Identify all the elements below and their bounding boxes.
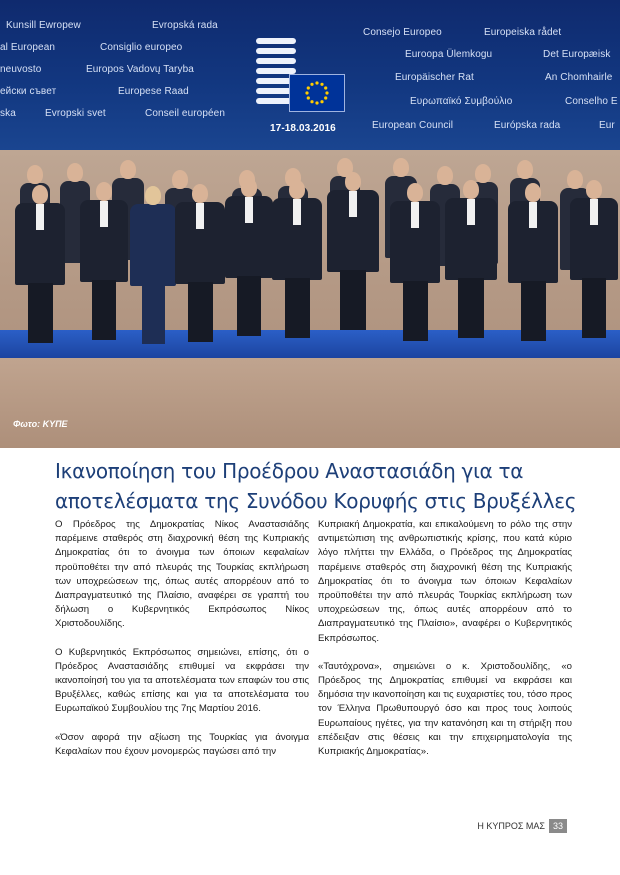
leader-figure: [15, 185, 65, 360]
magazine-name: Η ΚΥΠΡΟΣ ΜΑΣ: [477, 821, 545, 831]
backdrop-text: Consiglio europeo: [100, 42, 183, 53]
backdrop-text: European Council: [372, 120, 454, 131]
backdrop-text: Europäischer Rat: [395, 72, 474, 83]
backdrop-text: neuvosto: [0, 64, 42, 75]
backdrop-text: Det Europæisk: [543, 49, 611, 60]
article-paragraph: «Όσον αφορά την αξίωση της Τουρκίας για άνοιγμα Κεφαλαίων που έχουν μονομερώς παγώσει από την: [55, 731, 309, 757]
page-number: 33: [549, 819, 567, 833]
backdrop-text: Eur: [599, 120, 615, 131]
backdrop-text: ska: [0, 108, 16, 119]
backdrop-text: An Chomhairle: [545, 72, 613, 83]
article-column-left: [55, 518, 309, 773]
article-paragraph: «Ταυτόχρονα», σημειώνει ο κ. Χριστοδουλίδης, «ο Πρόεδρος της Δημοκρατίας επιθυμεί να εκφράσει και δημόσια την ικανοποίηση και τις ευχαριστίες του, τόσο προς τον Έλληνα Πρωθυπουργό όσο και προς τους λοιπούς Ευρωπαίους ηγέτες, για την κατανόηση και τη στήριξη που επέδειξαν στις θέσεις και την επιχειρηματολογία της Κυπριακής Δημοκρατίας».: [318, 660, 572, 758]
summit-backdrop: [0, 0, 620, 150]
leader-figure: [130, 186, 176, 361]
backdrop-text: Europese Raad: [118, 86, 189, 97]
backdrop-text: Európska rada: [494, 120, 561, 131]
leader-figure: [272, 180, 322, 355]
photo-credit: Φωτο: ΚΥΠΕ: [13, 419, 68, 429]
leader-figure: [390, 183, 440, 358]
backdrop-text: Evropski svet: [45, 108, 106, 119]
article-column-right: [318, 518, 572, 773]
backdrop-text: Ευρωπαϊκό Συμβούλιο: [410, 96, 513, 107]
eu-flag-icon: [289, 74, 345, 112]
leader-figure: [570, 180, 618, 358]
backdrop-text: Conseil européen: [145, 108, 225, 119]
leader-figure: [508, 183, 558, 358]
backdrop-text: Conselho E: [565, 96, 618, 107]
backdrop-text: Kunsill Ewropew: [6, 20, 81, 31]
backdrop-text: Europeiska rådet: [484, 27, 562, 38]
leader-figure: [80, 182, 128, 357]
article-paragraph: Ο Πρόεδρος της Δημοκρατίας Νίκος Αναστασιάδης παρέμεινε σταθερός στη διαχρονική θέση της Κυπριακής Δημοκρατίας ότι το άνοιγμα των όποιων κεφαλαίων προϋποθέτει την από πλευράς της Τουρκίας εκπλήρωση των υποχρεώσεων της, όπως αυτές απορρέουν από το Διαπραγματευτικό της Πλαίσιο, αναφέρει σε γραπτή του δήλωση ο Κυβερνητικός Εκπρόσωπος Νίκος Χριστοδουλίδης.: [55, 519, 309, 630]
article-headline: Ικανοποίηση του Προέδρου Αναστασιάδη για τα αποτελέσματα της Συνόδου Κορυφής στις Βρυξέλλες: [55, 459, 577, 513]
backdrop-text: Euroopa Ülemkogu: [405, 49, 493, 60]
summit-date: 17-18.03.2016: [270, 123, 336, 134]
leader-figure: [327, 172, 379, 352]
backdrop-text: Europos Vadovų Taryba: [86, 64, 194, 75]
article-paragraph: Κυπριακή Δημοκρατία, και επικαλούμενη το ρόλο της στην αντιμετώπιση της ανθρωπιστικής κρίσης, που κατά κύριο λόγο πλήττει την Ελλάδα, ο Πρόεδρος της Δημοκρατίας παρέμεινε σταθερός στη διαχρονική θέση της Κυπριακής Δημοκρατίας ότι το άνοιγμα των όποιων Κεφαλαίων προϋποθέτει την από πλευράς Τουρκίας εκπλήρωση των υποχρεώσεων της, όπως αυτές απορρέουν από το Διαπραγματευτικό της Πλαίσιο», αναφέρει ο Κυβερνητικός Εκπρόσωπος.: [318, 519, 572, 644]
stage-floor: [0, 358, 620, 448]
page-footer: [477, 819, 567, 833]
article-paragraph: Ο Κυβερνητικός Εκπρόσωπος σημειώνει, επίσης, ότι ο Πρόεδρος Αναστασιάδης επιθυμεί να εκφράσει την ικανοποίησή του για τα αποτελέσματα των επαφών του στις Βρυξέλλες, καθώς επίσης και για τα αποτελέσματα του Ευρωπαϊκού Συμβουλίου της 7ης Μαρτίου 2016.: [55, 646, 309, 715]
leader-figure: [175, 184, 225, 359]
leader-figure: [445, 180, 497, 358]
backdrop-text: ейски съвет: [0, 86, 57, 97]
backdrop-text: Evropská rada: [152, 20, 218, 31]
backdrop-text: Consejo Europeo: [363, 27, 442, 38]
leader-figure: [225, 178, 273, 353]
backdrop-text: al European: [0, 42, 56, 53]
